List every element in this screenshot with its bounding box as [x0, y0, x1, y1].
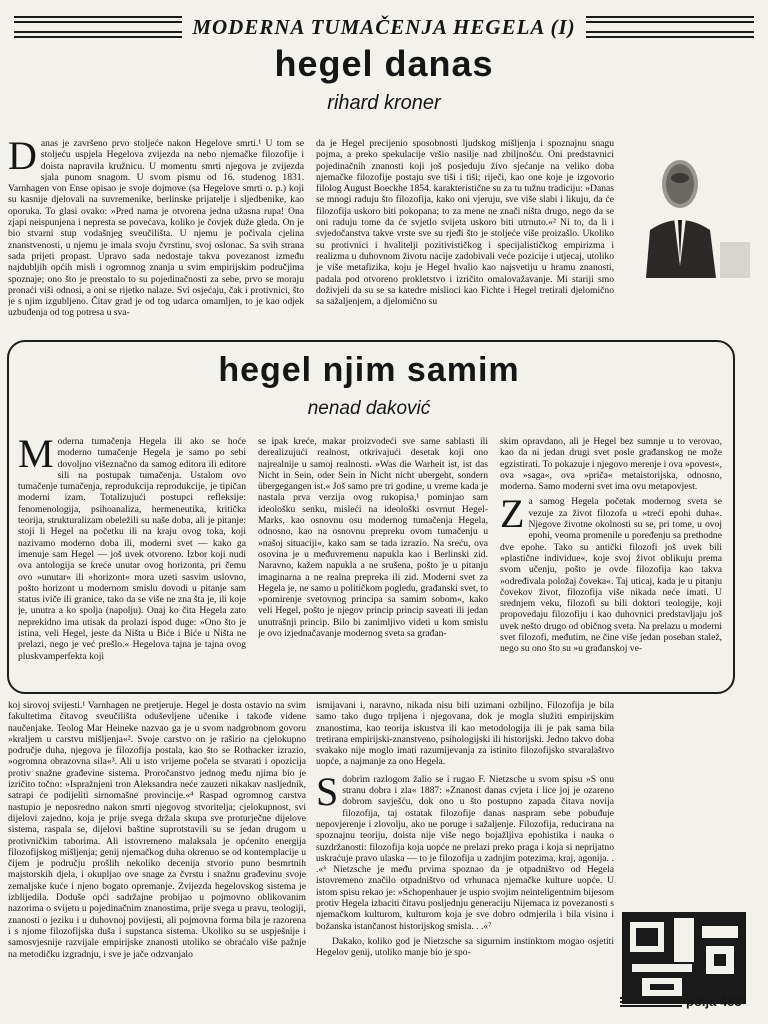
boxed-article-title: hegel njim samim	[218, 351, 520, 389]
column-text: dobrim razlogom žalio se i rugao F. Nietzsche u svom spisu »S onu stranu dobra i zla« 1887: »Znanost danas cvjeta i lice joj je ozareno dobrom savješću, dok ono u što postupno zapada čitava novija filozofija, taj ostatak filozofije danas naspram sebe pobuđuje nepovjerenje i zlovolju, ako ne poruge i sažaljenje. Filozofija, reducirana na spoznajnu teoriju, doista nije više nego bojažljiva epohistika i nauka o suzdržanosti: filozofija koja uopće ne prelazi preko praga i koja si neprijatno uskraćuje pravo ulaska — to je filozofija u zadnjim potezima, kraj, agonija. . .«⁶ Nietzsche je među prvima spoznao da je otpadništvo od Hegela istovremeno značilo otpadništvo od vrhunaca njemačke kulture uopće. U istom spisu rekao je: »Schopenhauer je uspio svojim neinteligentnim bijesom protiv Hegela izbaciti čitavu posljednju generaciju Nijemaca iz povezanosti s njemačkom kulturom, kulturom koja je sve dobro odmjerila i bila visina i božanska istančanost historijskog smisla. . .«⁷	[316, 773, 614, 932]
series-title: MODERNA TUMAČENJA HEGELA (I)	[0, 14, 768, 40]
boxed-article-author: nenad daković	[307, 398, 431, 419]
drop-cap: Z	[500, 491, 525, 537]
journal-name: polja	[686, 994, 717, 1009]
boxed-column-1	[18, 436, 246, 682]
article-column-2	[316, 138, 614, 334]
column-text: koj sirovoj svijesti.¹ Varnhagen ne pretjeruje. Hegel je dosta ostavio na svim fakultetima čitavog sveučilišta oduševljene učenike i takođe videne naučenjake. Teolog Mar Heineke nazvao ga je u svom nadgrobnom govoru »kraljem u carstvu mišljenja«². Svoje carstvo on je raširio na cjelokupno područje duha, njegova je filozofija postala, kao što se Rothacker izrazio, »ogromna obrazovna sila«³. Ali u isto vrijeme počela se stvarati i opozicija protiv snažne građevine sistema. Proročanstvo jednog među njima bio je izričito točno: »Ispražnjeni tron Aleksandra neće zauzeti nikakav nasljednik, satrapi će podijeliti sirnomašne provincije.«⁴ Raspad ogromnog carstva nastupio je neposredno nakon smrti njegovog stvoritelja; cjelokupnost, svi dijelovi zajedno, koja je prije svega držala skupa sve proturječne dijelove sistema, raspala se, dijelovi baštine suprotstavili su se jedan drugom u protivničkim taborima. Ali istovremeno malaksala je općenito energija filozofijskog mišljenja; genij njemačkog duha okrenuo se od kontemplacije u čijem je području prošlih nekoliko decenija stvorio puno besmrtnih majstorskih djela, i okupljao ove snage za čvrstu i snažnu građevinu svoje zemaljske kuće i njeno bogato opremanje. Zvijezda hegelovskog sistema je izblijedila. Dodušе opći sadržajne probijao u pojmovno oblikovanim nazorima o svijetu u pojedinačnim znanostima, prije svega u pravu, teologiji, znanosti o jeziku i u duhovnoj povijesti, ali pojmovna forma bila je razorena i s njome filozofijska duša i supstanca sistema. Ukoliko su se uspješnije i samosvjesnije razvijale empirijske znanosti utoliko se obraćalo više pažnje na metodičku izgradnju, i sve je jače odzvanjalo	[8, 700, 306, 960]
page-number: 453	[719, 994, 742, 1009]
hegel-portrait-illustration	[636, 148, 754, 278]
column-text: anas je završeno prvo stoljeće nakon Hegelove smrti.¹ U tom se stoljeću uspjela Hegelova zvijezda na nebo njemačke filozofije i doista napravila kružnicu. U momentu smrti njegova je zvijezda sjala punom snagom. U svom pismu od 16. studenog 1831. Varnhagen von Ense opisao je svoje dojmove (sa Hegelove smrti o. p.) koji su kasnije djelovali na suvremenike, berlinske prijatelje i sljedbenike, kao oporuka. To glasi ovako: »Pred nama je otvorena jedna užasna rupa! Ona zjapi neispunjena i nepresta se povećava, koliko je čovjek duže gleda. On je bio stvarni stup vodašnjeg sveučilišta. U njemu je počivala cjelina znanstvenosti, u njemu je imala svoju čvrstinu, svoj oslonac. Sa svih strana sada prijeti propast. Upravo sada nedostaje takva povezanost između najdubljih općih misli i ogromnog znanja u svim empirijskim područjima spoznaje; ono što je preostalo to su pojedinačnosti za sebe, prvo se moraju pronaći viši odnosi, a oni se rijetko nalaze. Svi osjećaju, čak i protivnici, što je s njim izgubljeno. Čitav grad je od tog udarca omamljen, to je kao odjek uzbuđenja od tog potresa u sva-	[8, 138, 304, 319]
page-footer	[620, 994, 760, 1014]
column-text: oderna tumačenja Hegela ili ako se hoće moderno tumačenje Hegela je samo po sebi dovoljno višeznačno da samog editora ili editore sili na postupak tumačenja. Ustalom ovo tumačenje tumačenja, reprodukcija reprodukcije, je tipičan moderni izam. Totalizujući postupci refleksije: fenomenologija, psihoanaliza, hermeneutika, kritička teorija, strukturalizam obeležili su naše doba, ali je pitanje: stoji li Hegel na početku ili na kraju ovog toka, koji nazivamo moderno doba ili, moderni svet — kako ga imenuje sam Hegel — još uvek otvoreno. Izbor koji nudi ova antologija se kreće unutar ovog horizonta, pri čemu ovo »unutar« ili »horizont« mora uzeti sasvim uslovno, pošto horizont u modernom smislu dovodi u pitanje sam status iviče ili granice, tako da se više ne zna šta je, ili koje je, unutra a ko spolja (napolju). Onaj ko čita Hegela zato neprekidno ima utisak da prolazi ispod duge: »Ono što je istina, veli Hegel, jeste da Ništa u Biće i Biće u Ništa ne prelazi, nego je već prešlo.« Hegelova tajna je tajna ovog pluskvamperfekta koji	[18, 436, 246, 662]
article-column-1	[8, 138, 304, 334]
column-text: da je Hegel precijenio sposobnosti ljudskog mišljenja i spoznajnu snagu pojma, a preko spekulacije vršio nasilje nad zbiljnošću. Oni predstavnici pojedinačnih znanosti koji još posjeduju živo sjećanje na veliko doba njemačke filozofije postaju sve tiši i tiši; riječi, kao one koje je izgovorio filolog August Boeckhe 1854. karakteristične su za tu tužnu tradiciju: »Danas se mnogi raduju što filozofija, kako oni vjeruju, sve više slabi i likuju, da će filozofija uskoro biti pokopana; to za mene ne znači ništa drugo, nego da se oni raduju tome da će svjetlo svijeta uskoro biti utrnuto.«² Ni to, da li i svjedočanstva takve vrste sve su rjeđi što je stoljeće više proizašlo. Ukoliko su protivnici i hvalitelji pozitivističkog i specijalističkog empirizma i realizma u duhovnom životu nacije zadobivali veće pozicije i utjecaj, utoliko je više metafizika, koju je Hegel hvalio kao najsvetiju u hramu znanosti, padala pod otvoreno prokletstvo i izričito omalovažavanje. Mi stariji smo doživjeli da su se sa katedre mislioci kao Fichte i Hegel tretirali djelomično sa sažaljenjem, a djelomično su	[316, 138, 614, 308]
column-text: se ipak kreće, makar proizvodeći sve same sablasti ili derealizujući realnost, otkrivajući desetak koji ono najrealnije u samoj realnosti. »Was die Warheit ist, ist das Nicht in Sein, oder Sein in Nicht nicht ubergeht, sondern übergegangen ist.« Još samo pre tri godine, u vreme kada je nastala prva verzija ovog rukopisa,¹ pominjao sam ideološku senku, misleći na ideološki osvrnut Hegel-Marks, kao osnovnu osu modernog tumačenja Hegela, odnosno, kao na osnovnu prepreku ovom tumačenju u »našoj situaciji«, kako sam se tada izrazio. Na sreću, ova osovina je u međuvremenu napukla kao i Berlinski zid. Naravno, kažem napukla a ne srušena, pošto je u pitanju imaginarna a ne realna prepreka ili zid. Moderni svet za Hegela je, ne samo u političkom pogledu, građanski svet, to »pomirenje svetovnog principa sa samim sobom«, kako veli Hegel, pošto je njegov princip princip saveati ili jedan unutrašnji princip. Bilo bi zanimljivo videti u kom smislu je ovo izjednačavanje modernog sveta sa građan-	[258, 436, 488, 640]
drop-cap: S	[316, 768, 339, 814]
article-title: hegel danas	[274, 43, 494, 84]
article-author: rihard kroner	[327, 92, 441, 114]
drop-cap: D	[8, 138, 37, 178]
continuation-column-2	[316, 700, 614, 1012]
boxed-column-3	[500, 436, 722, 682]
column-text: skim opravdano, ali je Hegel bez sumnje u to verovao, kao da ni jedan drugi svet posle građanskog ne može egzistirati. To pokazuje i njegovo merenje i ova »povest«, ova »saga«, ova »priča« metaistorijska, odnosno, moderna. Samo moderni svet ima ovu metapovjest.	[500, 436, 722, 493]
graphic-thumbnail	[622, 912, 746, 1004]
column-text: Dakako, koliko god je Nietzsche sa sigurnim instinktom mogao osjetiti Hegelov genij, utoliko manje bio je spo-	[316, 935, 614, 959]
column-text: ismijavani i, naravno, nikada nisu bili uzimani ozbiljno. Filozofija je bila samo tako dugo trpljena i njegovana, dok je mogla služiti empirijskim znanostima, kao teorija iskustva ili kao metodologija ili je pak sama bila tretirana empirijski-znanstveno, psihologijski ili historijski. Jedno takvo doba svakako nije moglo imati razumijevanja za istinito filozofijsko stvaralaštvo uopće, a najmanje za ono Hegela.	[316, 700, 614, 768]
boxed-column-2	[258, 436, 488, 682]
drop-cap: M	[18, 436, 54, 476]
column-text: a samog Hegela početak modernog sveta se vezuje za život filozofa u »treći epohi duha«. Njegove životne okolnosti su se, pri tome, u ovoj epohi, veoma promenile u poređenju sa prethodne dve epohe. Tako su antički filozofi još uvek bili »plastične individue«, koje svoj život oblikuju prema svom učenju, pošto je ovde filozofija kao takva »određivala položaj čoveka«. Taj uticaj, kada je u pitanju čovekov život, filozofija više nikada neće imati. U srednjem veku, filozofi su bili doktori teologije, koji propovedaju filozofiju i kao duhovnici predstavljaju još uvek nešto drugo od običnog sveta. Na prelazu u moderni svet filozofi, međutim, ne čine više jedan poseban stalež, nego su ono što su »u građanskoj ve-	[500, 496, 722, 655]
continuation-column-1	[8, 700, 306, 1012]
